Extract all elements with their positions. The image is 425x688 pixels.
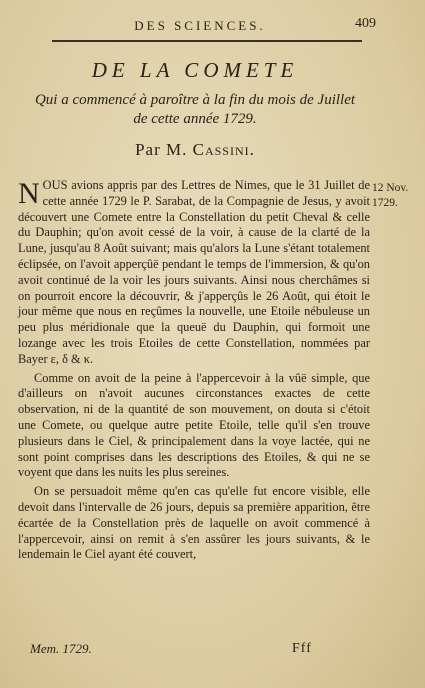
paragraph-1 <box>18 178 370 368</box>
header-rule <box>52 40 362 42</box>
page-number: 409 <box>355 16 376 31</box>
body-text <box>18 178 370 566</box>
article-subtitle: Qui a commencé à paroître à la fin du mois de Juillet de cette année 1729. <box>34 92 356 127</box>
running-head: DES SCIENCES. <box>134 18 266 33</box>
author-line <box>40 140 350 160</box>
author-name: Cassini. <box>192 140 255 159</box>
margin-note-date: 12 Nov. <box>372 182 409 194</box>
memoire-reference: Mem. 1729. <box>30 641 92 656</box>
margin-note-year: 1729. <box>372 197 398 209</box>
margin-note <box>372 181 422 211</box>
paragraph-2: Comme on avoit de la peine à l'appercevoir à la vûë simple, que d'ailleurs on n'avoit aucunes circonstances exactes de cette observation, ni de la quantité de son mouvement, on douta si c'étoit une Comete, ou quelque autre petite Etoile, telle qu'il s'en trouve plusieurs dans le Ciel, & principalement dans la voye lactée, qui ne sont point comprises dans les descriptions des Etoiles, & qui ne se voyent que dans les nuits les plus sereines. <box>18 370 370 480</box>
drop-cap: N <box>18 177 40 210</box>
author-prefix: Par M. <box>135 140 188 159</box>
signature-mark: Fff <box>292 641 312 656</box>
article-title: DE LA COMETE <box>91 58 299 82</box>
paragraph-1-text: OUS avions appris par des Lettres de Nimes, que le 31 Juillet de cette année 1729 le P. Sarabat, de la Compagnie de Jesus, y avoit découvert une Comete entre la Constellation du petit Cheval & celle du Dauphin; qu'on avoit cessé de la voir, à cause de la clarté de la Lune, jusqu'au 8 Août suivant; mais qu'alors la Lune s'étant totalement éclipsée, on l'avoit apperçûë pendant le temps de l'immersion, & qu'on avoit continué de la voir les jours suivants. Ainsi nous cherchâmes si on pourroit encore la découvrir, & j'apperçûs le 26 Août, qui étoit le jour même que nous en reçûmes la nouvelle, une Etoile nébuleuse un peu plus méridionale que la queuë du Dauphin, qui formoit une lozange avec les trois Etoiles de cette Constellation, nommées par Bayer ε, δ & κ. <box>18 178 370 366</box>
paragraph-3: On se persuadoit même qu'en cas qu'elle fut encore visible, elle devoit dans l'intervalle de 26 jours, depuis sa première apparition, être écartée de la Constellation près de laquelle on avoit commencé à l'appercevoir, ainsi on remit à s'en assûrer les jours suivants, & le lendemain le Ciel ayant été couvert, <box>18 484 370 562</box>
